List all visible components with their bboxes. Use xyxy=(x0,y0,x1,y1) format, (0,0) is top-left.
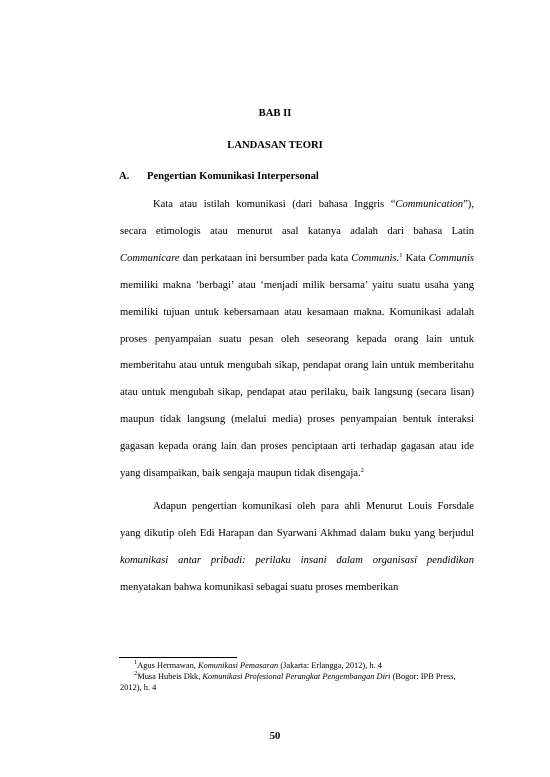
footnote-ref-2[interactable]: 2 xyxy=(360,467,364,475)
footnote-publication: (Jakarta: Erlangga, 2012), h. 4 xyxy=(278,661,382,670)
foreign-term: Communication xyxy=(395,199,464,210)
body-paragraph-1 xyxy=(120,192,474,488)
paragraph-text: Kata atau istilah komunikasi (dari bahasa Inggris “ xyxy=(153,199,396,210)
section-heading xyxy=(119,171,319,182)
footnote-ref-1[interactable]: 1 xyxy=(399,251,403,259)
footnotes xyxy=(120,661,474,694)
footnote-author: Musa Hubeis Dkk, xyxy=(137,671,203,681)
body-paragraph-2 xyxy=(120,494,474,602)
footnote-publication: (Bogor: IPB Press, 2012), h. 4 xyxy=(120,671,456,692)
paragraph-text: Adapun pengertian komunikasi oleh para ahli Menurut Louis Forsdale yang dikutip oleh Edi Harapan dan Syarwani Akhmad dalam buku yang berjudul xyxy=(120,501,474,539)
footnote-number: 2 xyxy=(134,669,138,677)
footnote-author: Agus Hermawan, xyxy=(137,661,198,670)
foreign-term: Communicare xyxy=(120,252,180,264)
chapter-title: LANDASAN TEORI xyxy=(227,140,323,151)
paragraph-text: ”), secara etimologis atau menurut asal katanya adalah dari bahasa Latin xyxy=(120,199,474,237)
foreign-term: Communis xyxy=(428,252,475,264)
foreign-term: Communis. xyxy=(351,252,400,264)
paragraph-text: memiliki makna ‘berbagi’ atau ‘menjadi milik bersama’ yaitu suatu usaha yang memiliki tujuan untuk kebersamaan atau kesamaan makna. Komunikasi adalah proses penyampaian suatu pesan oleh seseorang kepada orang lain untuk memberitahu atau untuk mengubah sikap, pendapat orang lain untuk memberitahu atau untuk mengubah sikap, pendapat atau perilaku, baik langsung (secara lisan) maupun tidak langsung (melalui media) proses penyampaian bentuk interaksi gagasan kepada orang lain dan proses penciptaan arti terhadap gagasan atau ide yang disampaikan, baik sengaja maupun tidak disengaja. xyxy=(120,279,474,480)
book-title: komunikasi antar pribadi: perilaku insani dalam organisasi pendidikan xyxy=(120,554,474,566)
paragraph-text: menyatakan bahwa komunikasi sebagai suatu proses memberikan xyxy=(120,581,399,593)
footnote-number: 1 xyxy=(134,659,138,666)
page-number: 50 xyxy=(269,731,281,742)
section-heading-text: Pengertian Komunikasi Interpersonal xyxy=(147,171,319,182)
chapter-label: BAB II xyxy=(258,108,292,119)
paragraph-text: Kata xyxy=(402,252,429,264)
paragraph-text: dan perkataan ini bersumber pada kata xyxy=(179,252,352,264)
footnote-divider xyxy=(119,657,237,658)
footnote-2 xyxy=(120,669,474,694)
footnote-title: Komunikasi Profesional Perangkat Pengembangan Diri xyxy=(202,671,391,681)
footnote-title: Komunikasi Pemasaran xyxy=(197,661,279,670)
footnote-1 xyxy=(120,661,474,672)
section-letter: A. xyxy=(119,171,130,182)
